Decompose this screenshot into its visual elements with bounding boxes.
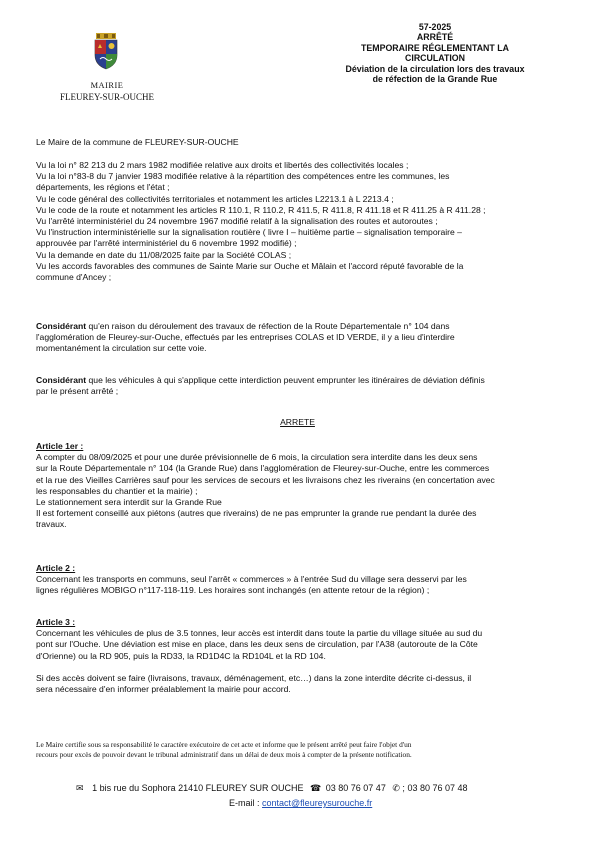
coat-of-arms-icon (92, 33, 120, 71)
footer-phone: 03 80 76 07 47 (325, 783, 386, 793)
article-line (36, 662, 566, 673)
vu-line: Vu le code général des collectivités territoriales et notamment les articles L2213.1 à L 2213.4 ; (36, 193, 394, 204)
footer-address: 1 bis rue du Sophora 21410 FLEUREY SUR OUCHE (92, 783, 304, 793)
phone-icon: ☎ (310, 783, 322, 793)
fax-icon: ✆ (392, 783, 400, 793)
email-link[interactable]: contact@fleureysurouche.fr (262, 798, 373, 808)
article-line: Le stationnement sera interdit sur la Grande Rue (36, 497, 222, 508)
article-1 (36, 441, 566, 531)
vu-line: Vu l'arrêté interministériel du 24 novembre 1967 modifié relatif à la signalisation des routes et autoroutes ; (36, 216, 438, 227)
vu-line: Vu la loi n°83-8 du 7 janvier 1983 modifiée relative à la répartition des compétences entre les communes, les (36, 171, 450, 182)
commune-name: FLEUREY-SUR-OUCHE (59, 92, 154, 102)
article-title: Article 1er : (36, 441, 84, 451)
mairie-label: MAIRIE (90, 81, 124, 90)
vu-line: Vu l'instruction interministérielle sur la signalisation routière ( livre I – huitième partie – signalisation temporaire – (36, 227, 462, 238)
decree-title-line-2: CIRCULATION (405, 53, 465, 64)
article-line: A compter du 08/09/2025 et pour une durée prévisionnelle de 6 mois, la circulation sera interdite dans les deux sens (36, 452, 478, 463)
legal-notice-line: Le Maire certifie sous sa responsabilité le caractère exécutoire de cet acte et informe que le présent arrêté peut faire l'objet d'un (36, 740, 412, 749)
considerant-text: l'agglomération de Fleurey-sur-Ouche, effectués par les entreprises COLAS et ID VERDE, il y a lieu d'interdire (36, 332, 455, 343)
decree-header (300, 22, 570, 84)
considerant-text: qu'en raison du déroulement des travaux de réfection de la Route Départementale n° 104 dans (86, 321, 450, 331)
article-line: lignes régulières MOBIGO n°117-118-119. Les horaires sont inchangés (en attente retour de la région) ; (36, 585, 430, 596)
vu-block (36, 160, 566, 283)
considerant-lead: Considérant (36, 321, 87, 331)
article-line: Concernant les transports en communs, seul l'arrêt « commerces » à l'entrée Sud du village sera desservi par les (36, 574, 467, 585)
decree-title-line-1: TEMPORAIRE RÉGLEMENTANT LA (361, 42, 509, 53)
article-line: travaux. (36, 519, 67, 530)
article-title: Article 3 : (36, 617, 76, 627)
vu-line: commune d'Ancey ; (36, 272, 112, 283)
legal-notice-line: recours pour excès de pouvoir devant le tribunal administratif dans un délai de deux mois à compter de la présente notification. (36, 750, 412, 759)
considerant-lead: Considérant (36, 375, 87, 385)
article-line: d'Orienne) ou la RD 905, puis la RD33, la RD1D4C la RD104L et la RD 104. (36, 650, 326, 661)
letter-icon: ✉ (76, 783, 84, 793)
article-line: Il est fortement conseillé aux piétons (autres que riverains) de ne pas emprunter la grande rue pendant la durée des (36, 508, 477, 519)
considerant-text: que les véhicules à qui s'applique cette interdiction peuvent emprunter les itinéraires de déviation définis (86, 375, 485, 385)
vu-line: Vu la demande en date du 11/08/2025 faite par la Société COLAS ; (36, 249, 292, 260)
legal-notice (36, 740, 566, 760)
footer-contact: ✉ 1 bis rue du Sophora 21410 FLEUREY SUR OUCHE ☎ 03 80 76 07 47 ✆ ; 03 80 76 07 48 (76, 783, 468, 793)
vu-line: Vu le code de la route et notamment les articles R 110.1, R 110.2, R 411.5, R 411.8, R 411.18 et R 411.25 à R 411.28 ; (36, 204, 486, 215)
decree-subtitle-line-2: de réfection de la Grande Rue (372, 74, 498, 85)
intro-text: Le Maire de la commune de FLEUREY-SUR-OUCHE (36, 137, 239, 147)
article-title: Article 2 : (36, 563, 76, 573)
vu-line: départements, les régions et l'état ; (36, 182, 170, 193)
article-line: et la rue des Vieilles Carrières sauf pour les services de secours et les livraisons chez les riverains (en concertation avec (36, 474, 495, 485)
article-line: Concernant les véhicules de plus de 3.5 tonnes, leur accès est interdit dans toute la partie du village située au sud du (36, 628, 483, 639)
article-line: les responsables du chantier et la mairie) ; (36, 485, 198, 496)
article-line: sera nécessaire d'en informer préalablement la mairie pour accord. (36, 684, 291, 695)
considerant-text: momentanément la circulation sur cette voie. (36, 343, 207, 354)
decree-number: 57-2025 (418, 22, 452, 32)
footer-email (229, 798, 372, 808)
decree-kind: ARRÊTÉ (416, 32, 454, 43)
email-label: E-mail : (229, 798, 260, 808)
arrete-heading: ARRETE (280, 417, 315, 427)
vu-line: approuvée par l'arrêté interministériel du 6 novembre 1992 modifié) ; (36, 238, 297, 249)
footer-fax: 03 80 76 07 48 (407, 783, 468, 793)
commune-logo (92, 33, 120, 71)
vu-line: Vu les accords favorables des communes de Sainte Marie sur Ouche et Mâlain et l'accord réputé favorable de la (36, 260, 464, 271)
article-line: Si des accès doivent se faire (livraisons, travaux, déménagement, etc…) dans la zone interdite décrite ci-dessus, il (36, 672, 472, 683)
article-line: sur la Route Départementale n° 104 (la Grande Rue) dans l'agglomération de Fleurey-sur-Ouche, entre les commerces (36, 463, 490, 474)
considerant-text: par le présent arrêté ; (36, 386, 119, 397)
article-line: pont sur l'Ouche. Une déviation est mise en place, dans les deux sens de circulation, par l'A38 (autoroute de la Côte (36, 639, 478, 650)
article-3 (36, 617, 566, 695)
vu-line: Vu la loi n° 82 213 du 2 mars 1982 modifiée relative aux droits et libertés des collectivités locales ; (36, 160, 409, 170)
considerant-2 (36, 375, 566, 397)
article-2 (36, 563, 566, 597)
considerant-1 (36, 321, 566, 355)
decree-subtitle-line-1: Déviation de la circulation lors des travaux (345, 63, 525, 74)
